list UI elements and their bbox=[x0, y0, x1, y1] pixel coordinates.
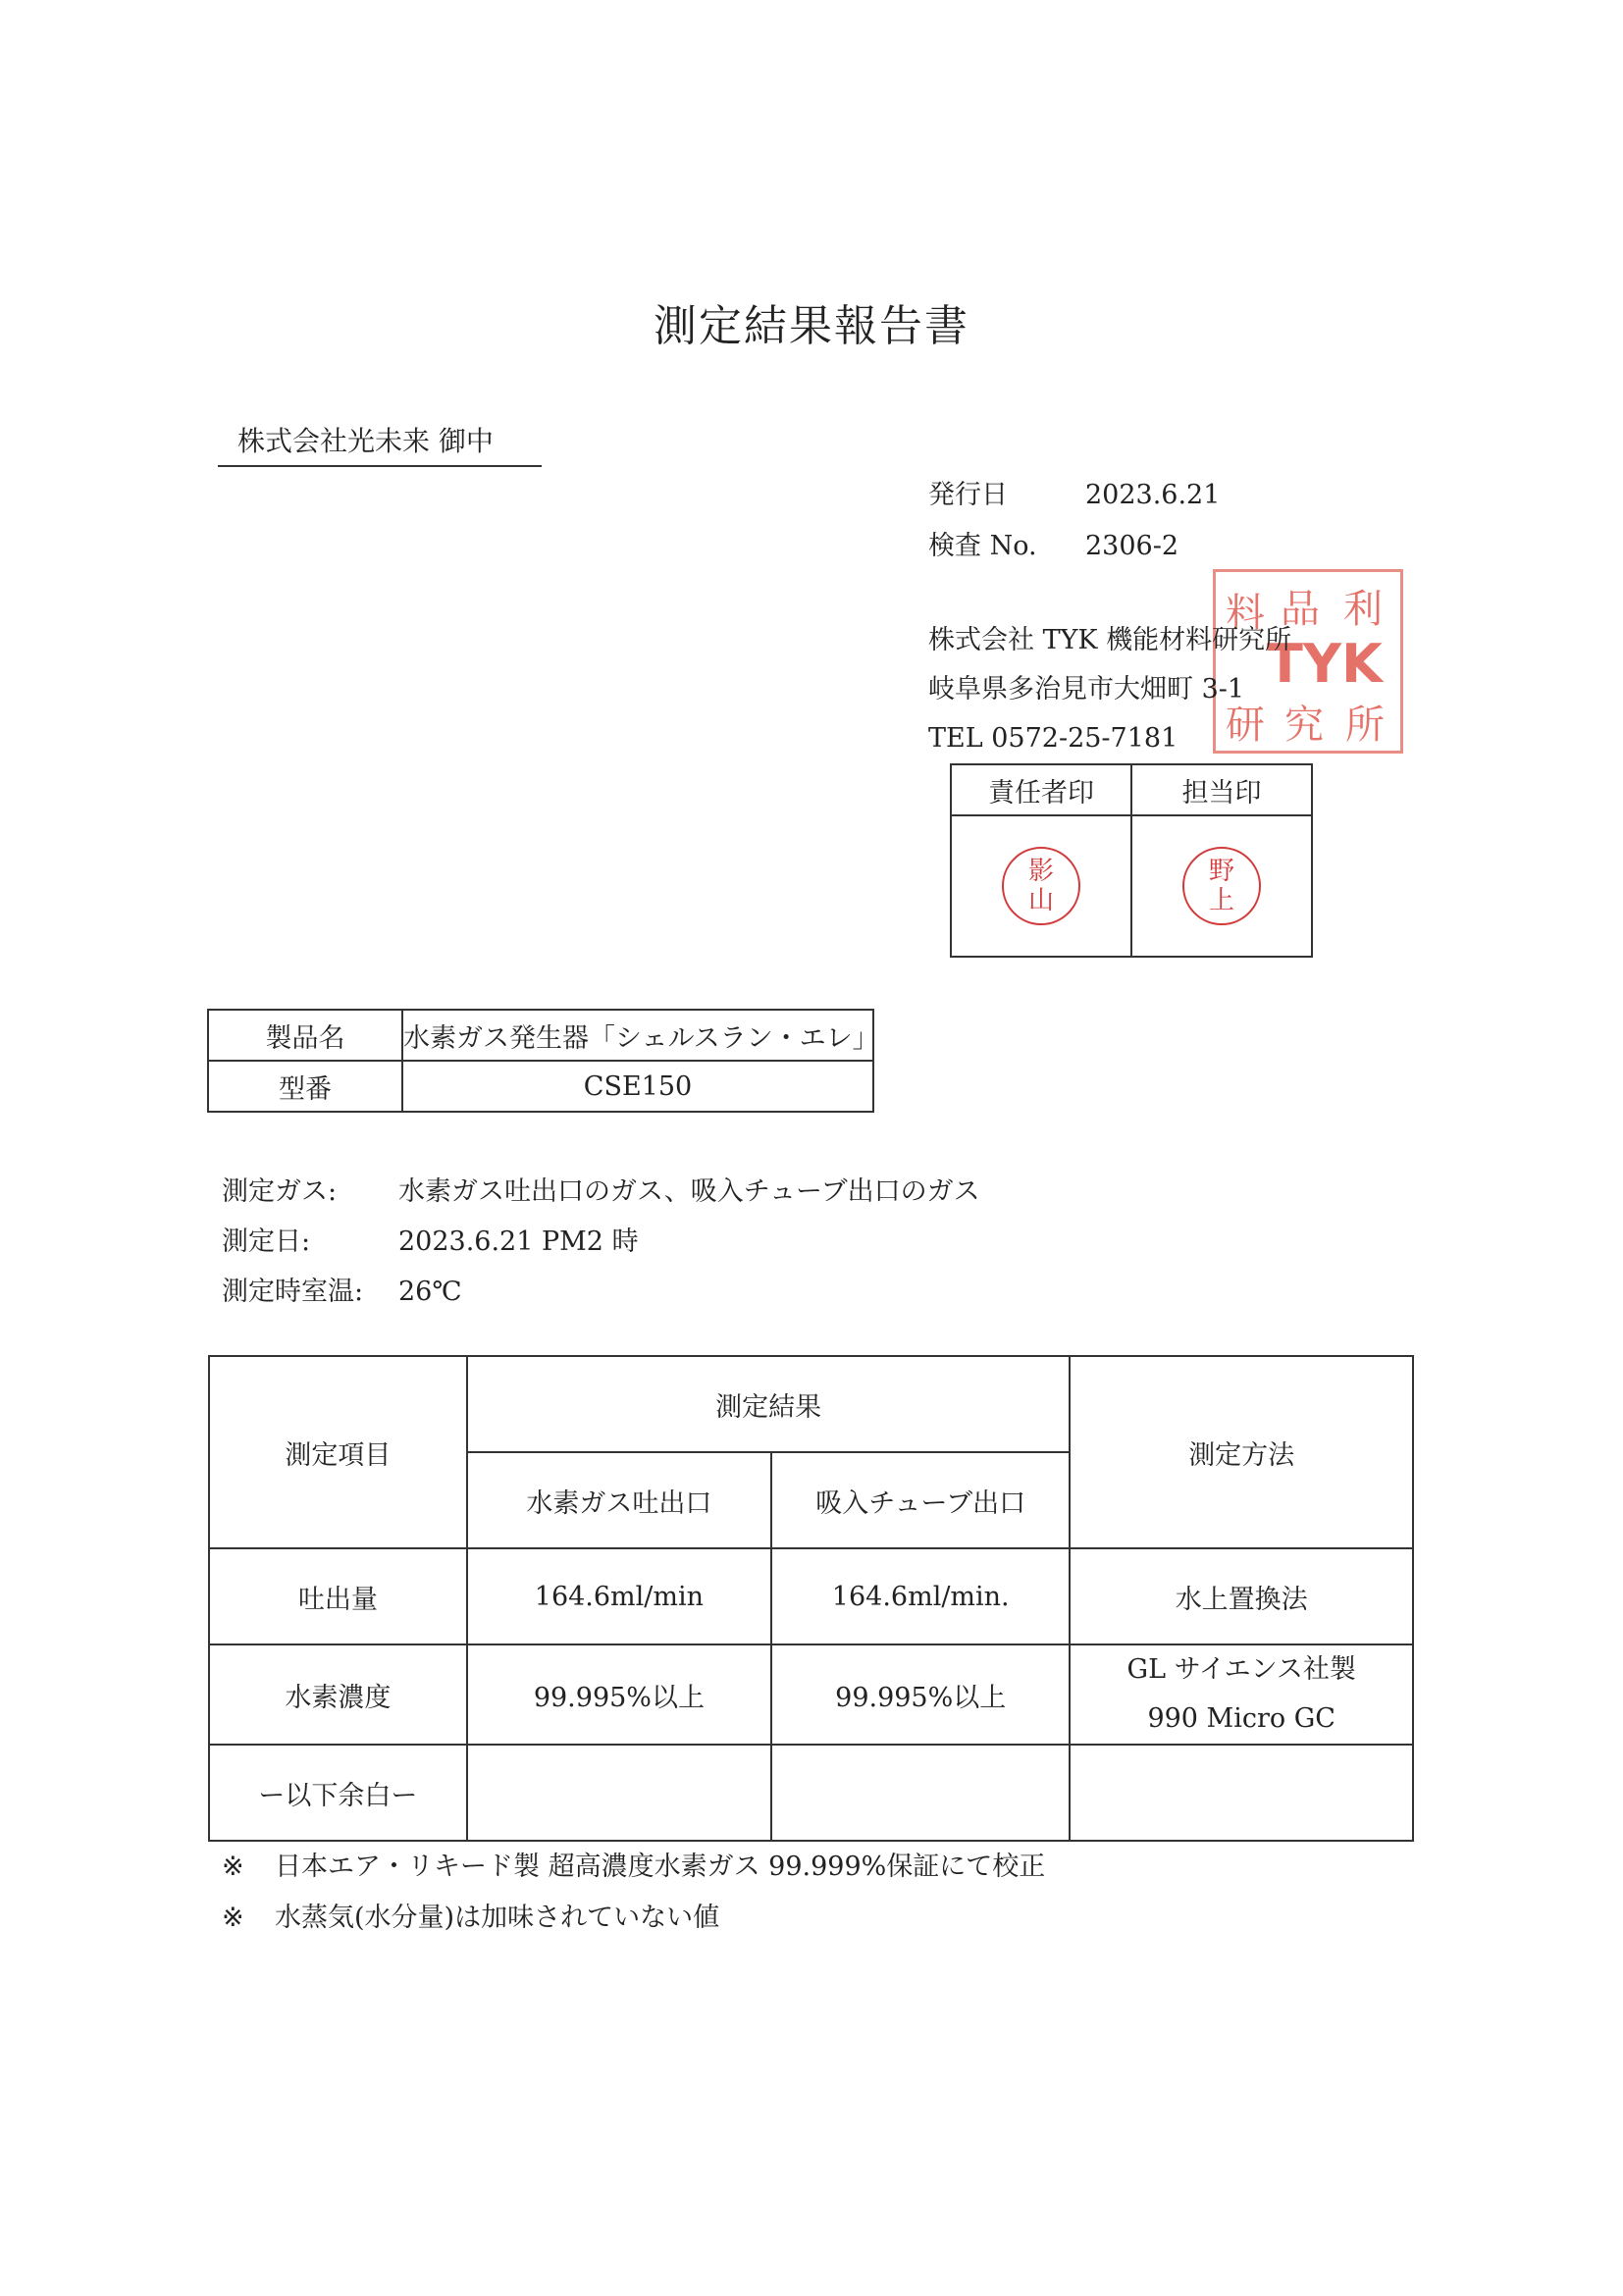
responsible-stamp-label: 責任者印 bbox=[951, 764, 1131, 815]
condition-date-value: 2023.6.21 PM2 時 bbox=[398, 1226, 639, 1257]
results-table bbox=[208, 1355, 1414, 1842]
row-method-line1: 水上置換法 bbox=[1175, 1584, 1308, 1615]
result-header: 測定結果 bbox=[467, 1356, 1071, 1452]
seal-char: 利 bbox=[1343, 587, 1383, 632]
row-item: 吐出量 bbox=[209, 1548, 467, 1644]
row-method bbox=[1070, 1745, 1413, 1841]
table-row bbox=[209, 1745, 1413, 1841]
product-name-label: 製品名 bbox=[208, 1010, 402, 1061]
issuer-company: 株式会社 TYK 機能材料研究所 bbox=[928, 625, 1292, 655]
seal-char: TYK bbox=[1267, 633, 1383, 695]
person-hanko bbox=[1182, 847, 1261, 925]
condition-date-label: 測定日: bbox=[222, 1226, 311, 1257]
person-stamp-cell bbox=[1131, 815, 1312, 957]
inspection-no-value: 2306-2 bbox=[1085, 531, 1179, 561]
note-text: 水蒸気(水分量)は加味されていない値 bbox=[275, 1903, 720, 1933]
responsible-hanko bbox=[1002, 847, 1080, 925]
product-name-value: 水素ガス発生器「シェルスラン・エレ」 bbox=[402, 1010, 873, 1061]
person-hanko-name: 野上 bbox=[1208, 857, 1234, 915]
note-water-vapor bbox=[222, 1896, 719, 1934]
condition-gas-value: 水素ガス吐出口のガス、吸入チューブ出口のガス bbox=[398, 1176, 980, 1207]
seal-char: 品 bbox=[1281, 587, 1320, 632]
page-title: 測定結果報告書 bbox=[654, 301, 969, 351]
row-method bbox=[1070, 1548, 1413, 1644]
issue-date-row bbox=[928, 473, 1220, 511]
issue-date-value: 2023.6.21 bbox=[1085, 480, 1221, 510]
row-col1: 164.6ml/min bbox=[467, 1548, 771, 1644]
product-table bbox=[207, 1009, 879, 1113]
model-value: CSE150 bbox=[402, 1061, 873, 1112]
row-col2: 99.995%以上 bbox=[771, 1644, 1070, 1745]
note-mark: ※ bbox=[222, 1852, 244, 1882]
addressee: 株式会社光未来 御中 bbox=[218, 420, 542, 467]
table-row bbox=[209, 1548, 1413, 1644]
row-method-line1: GL サイエンス社製 bbox=[1126, 1654, 1356, 1685]
issuer-tel: TEL 0572-25-7181 bbox=[928, 723, 1178, 754]
issue-date-label: 発行日 bbox=[928, 480, 1008, 510]
condition-date bbox=[222, 1220, 639, 1258]
row-method-line2: 990 Micro GC bbox=[1147, 1703, 1335, 1734]
table-row bbox=[209, 1644, 1413, 1745]
seal-char: 所 bbox=[1345, 703, 1385, 748]
row-item: 水素濃度 bbox=[209, 1644, 467, 1745]
approval-stamp-table bbox=[950, 763, 1313, 958]
condition-gas bbox=[222, 1170, 980, 1208]
person-stamp-label: 担当印 bbox=[1131, 764, 1312, 815]
responsible-hanko-name: 影山 bbox=[1027, 857, 1054, 915]
issuer-address: 岐阜県多治見市大畑町 3-1 bbox=[928, 674, 1245, 704]
seal-char: 究 bbox=[1284, 703, 1324, 748]
row-col2 bbox=[771, 1745, 1070, 1841]
row-item: ー以下余白ー bbox=[209, 1745, 467, 1841]
issuer-block bbox=[928, 616, 1291, 763]
note-text: 日本エア・リキード製 超高濃度水素ガス 99.999%保証にて校正 bbox=[275, 1852, 1046, 1882]
item-header: 測定項目 bbox=[209, 1356, 467, 1548]
condition-temp-label: 測定時室温: bbox=[222, 1277, 364, 1307]
row-col1 bbox=[467, 1745, 771, 1841]
responsible-stamp-cell bbox=[951, 815, 1131, 957]
seal-char: 料 bbox=[1226, 591, 1265, 636]
inspection-no-label: 検査 No. bbox=[928, 531, 1037, 561]
row-col1: 99.995%以上 bbox=[467, 1644, 771, 1745]
row-col2: 164.6ml/min. bbox=[771, 1548, 1070, 1644]
condition-gas-label: 測定ガス: bbox=[222, 1176, 338, 1207]
condition-temp-value: 26℃ bbox=[398, 1277, 462, 1307]
seal-char: 研 bbox=[1226, 703, 1265, 748]
note-calibration bbox=[222, 1845, 1045, 1883]
col2-header: 吸入チューブ出口 bbox=[771, 1452, 1070, 1548]
row-method bbox=[1070, 1644, 1413, 1745]
method-header: 測定方法 bbox=[1070, 1356, 1413, 1548]
inspection-no-row bbox=[928, 524, 1178, 562]
condition-temp bbox=[222, 1270, 462, 1308]
note-mark: ※ bbox=[222, 1903, 244, 1933]
col1-header: 水素ガス吐出口 bbox=[467, 1452, 771, 1548]
model-label: 型番 bbox=[208, 1061, 402, 1112]
